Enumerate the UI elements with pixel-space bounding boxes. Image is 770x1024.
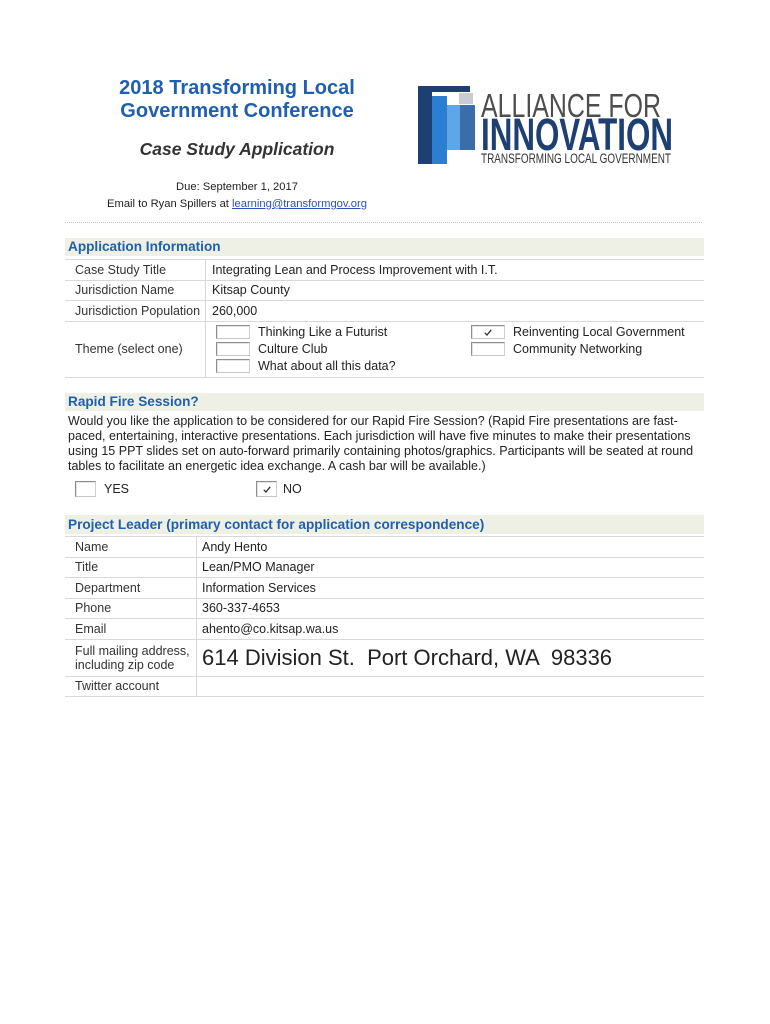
theme-option-label: Reinventing Local Government	[513, 325, 685, 339]
rapid-fire-description-line: using 15 PPT slides set on auto-forward primarily containing photos/graphics. Participants will be seated at round	[68, 444, 694, 458]
leader-name-field[interactable]: Andy Hento	[202, 539, 268, 554]
leader-department-row	[65, 578, 704, 599]
theme-option-label: Community Networking	[513, 342, 643, 356]
logo-light-bar	[447, 105, 460, 150]
leader-title-label: Title	[65, 558, 197, 578]
leader-phone-field[interactable]: 360-337-4653	[202, 601, 280, 616]
theme-option-culture-club[interactable]	[216, 341, 327, 358]
rapid-fire-no-option[interactable]	[256, 481, 302, 497]
leader-title-row	[65, 558, 704, 579]
rapid-fire-description-line: paced, entertaining, interactive presentations. Each jurisdiction will have five minutes to make their presentations	[68, 429, 691, 443]
project-leader-heading: Project Leader (primary contact for application correspondence)	[65, 515, 704, 534]
leader-name-label: Name	[65, 537, 197, 557]
rapid-fire-yes-label: YES	[104, 482, 130, 496]
rapid-fire-no-label: NO	[283, 482, 302, 496]
theme-option-community-networking[interactable]	[471, 341, 642, 358]
theme-option-label: What about all this data?	[258, 359, 396, 373]
rapid-fire-heading: Rapid Fire Session?	[65, 393, 704, 411]
jurisdiction-population-row	[65, 301, 704, 322]
logo-steel-bar	[460, 105, 475, 150]
leader-department-field[interactable]: Information Services	[202, 580, 316, 595]
case-study-title-row	[65, 260, 704, 281]
theme-checkbox-what-about-all-this-data[interactable]	[216, 359, 250, 373]
email-instruction-text: Email to Ryan Spillers at	[107, 198, 233, 210]
logo-navy-bar	[418, 86, 432, 164]
check-icon	[263, 486, 271, 493]
conference-title-line-1: 2018 Transforming Local	[119, 77, 355, 99]
theme-checkbox-reinventing-local-government[interactable]	[471, 325, 505, 339]
leader-twitter-row	[65, 677, 704, 698]
logo-blue-bar	[432, 96, 447, 164]
theme-checkbox-culture-club[interactable]	[216, 342, 250, 356]
rapid-fire-yes-option[interactable]	[75, 481, 129, 497]
application-information-table	[65, 259, 704, 378]
logo-text-innovation: INNOVATION	[481, 109, 673, 160]
due-date: Due: September 1, 2017	[176, 181, 298, 193]
jurisdiction-population-label: Jurisdiction Population	[65, 301, 206, 321]
leader-name-row	[65, 537, 704, 558]
theme-option-label: Thinking Like a Futurist	[258, 325, 388, 339]
leader-email-field[interactable]: ahento@co.kitsap.wa.us	[202, 621, 339, 636]
theme-checkbox-community-networking[interactable]	[471, 342, 505, 356]
jurisdiction-population-field[interactable]: 260,000	[212, 303, 258, 318]
jurisdiction-name-row	[65, 281, 704, 302]
case-study-title-field[interactable]: Integrating Lean and Process Improvement with I.T.	[212, 262, 498, 277]
leader-title-field[interactable]: Lean/PMO Manager	[202, 560, 315, 575]
logo-text-alliance-for: ALLIANCE FOR	[481, 87, 661, 124]
logo-gray-square	[459, 93, 473, 104]
rapid-fire-description-line: Would you like the application to be considered for our Rapid Fire Session? (Rapid Fire presentations are fast-	[68, 414, 678, 428]
jurisdiction-name-label: Jurisdiction Name	[65, 281, 206, 301]
leader-email-label: Email	[65, 619, 197, 639]
header-divider	[65, 222, 702, 223]
project-leader-table	[65, 536, 704, 697]
application-information-heading: Application Information	[65, 238, 704, 256]
logo-text-tagline: TRANSFORMING LOCAL GOVERNMENT	[481, 151, 671, 166]
check-icon	[484, 329, 492, 336]
leader-phone-label: Phone	[65, 599, 197, 619]
theme-option-label: Culture Club	[258, 342, 328, 356]
rapid-fire-no-checkbox[interactable]	[256, 481, 277, 497]
form-subtitle: Case Study Application	[139, 139, 335, 159]
rapid-fire-yes-checkbox[interactable]	[75, 481, 96, 497]
leader-department-label: Department	[65, 578, 197, 598]
leader-twitter-field[interactable]	[197, 677, 704, 697]
leader-mailing-address-row	[65, 640, 704, 677]
conference-title-line-2: Government Conference	[120, 100, 354, 122]
email-instruction	[87, 197, 387, 211]
alliance-for-innovation-logo	[417, 84, 675, 166]
theme-label: Theme (select one)	[65, 322, 206, 377]
leader-phone-row	[65, 599, 704, 620]
email-link[interactable]: learning@transformgov.org	[232, 198, 367, 210]
rapid-fire-description-line: tables to facilitate an energetic idea exchange. A cash bar will be available.)	[68, 459, 486, 473]
leader-email-row	[65, 619, 704, 640]
jurisdiction-name-field[interactable]: Kitsap County	[212, 283, 290, 298]
theme-option-what-about-all-this-data[interactable]	[216, 358, 396, 375]
leader-mailing-address-label: Full mailing address, including zip code	[65, 640, 197, 676]
theme-options	[206, 322, 704, 377]
rapid-fire-description	[68, 414, 693, 474]
theme-option-thinking-like-a-futurist[interactable]	[216, 324, 387, 341]
theme-checkbox-thinking-like-a-futurist[interactable]	[216, 325, 250, 339]
theme-row	[65, 322, 704, 378]
leader-mailing-address-field[interactable]: 614 Division St. Port Orchard, WA 98336	[202, 644, 613, 670]
theme-option-reinventing-local-government[interactable]	[471, 324, 685, 341]
case-study-title-label: Case Study Title	[65, 260, 206, 280]
conference-title	[87, 77, 387, 123]
leader-twitter-label: Twitter account	[65, 677, 197, 697]
